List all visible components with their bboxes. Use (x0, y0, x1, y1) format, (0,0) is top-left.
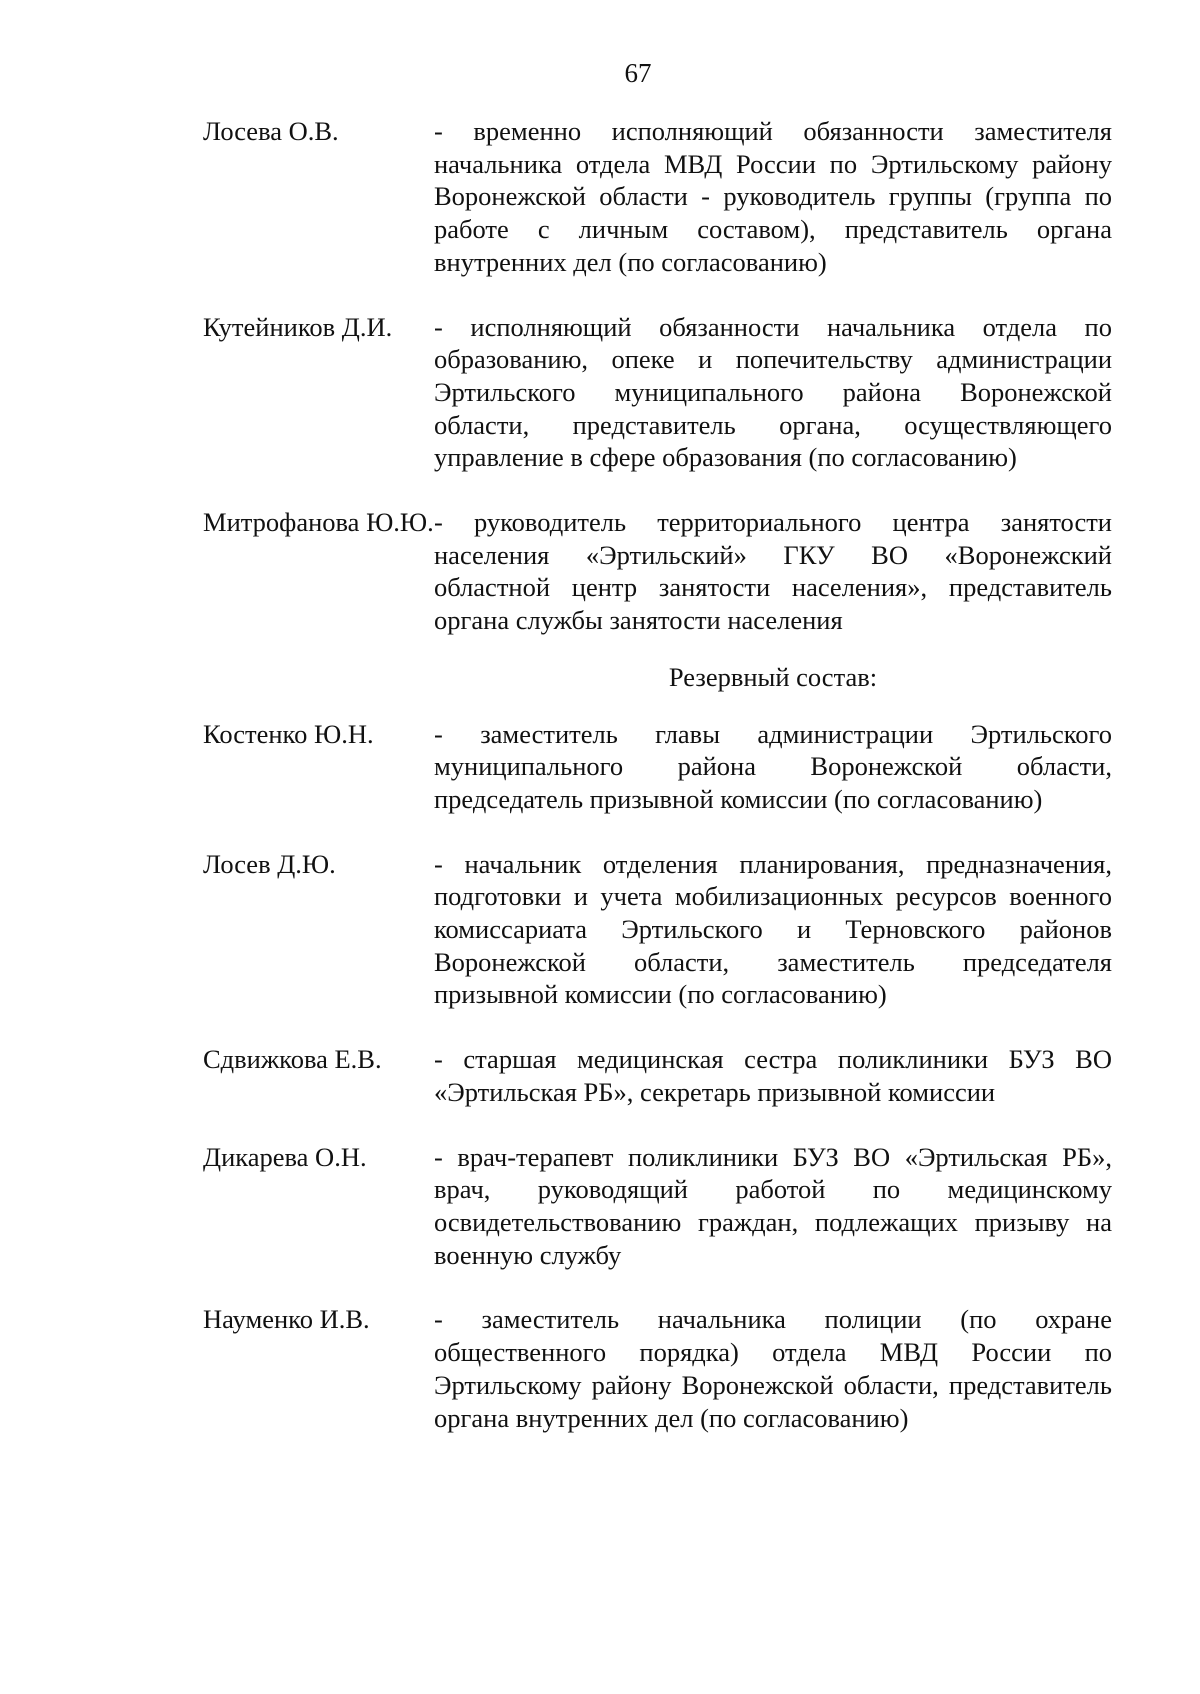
member-name: Кутейников Д.И. (203, 311, 393, 342)
member-role: - временно исполняющий обязанности заместителя начальника отдела МВД России по Эртильскому району Воронежской области - руководитель группы (группа по работе с личным составом), представитель органа внутренних дел (по согласованию) (434, 116, 1112, 277)
reserve-entry-sdvizhkova (203, 1043, 1112, 1108)
member-role: - начальник отделения планирования, предназначения, подготовки и учета мобилизационных ресурсов военного комиссариата Эртильского и Терновского районов Воронежской области, заместитель председателя призывной комиссии (по согласованию) (434, 848, 1112, 1010)
reserve-entry-losev (203, 848, 1112, 1012)
member-role: - заместитель главы администрации Эртильского муниципального района Воронежской области, председатель призывной комиссии (по согласованию) (434, 718, 1112, 814)
member-name: Науменко И.В. (203, 1304, 370, 1335)
commission-list (203, 115, 1112, 1434)
reserve-entry-naumenko (203, 1303, 1112, 1434)
reserve-entry-kostenko (203, 718, 1112, 816)
member-entry-kuteynikov (203, 311, 1112, 475)
member-name: Лосева О.В. (203, 116, 339, 146)
member-entry-loseva (203, 115, 1112, 279)
page-number: 67 (624, 58, 652, 88)
member-entry-mitrofanova (203, 506, 1112, 637)
member-name: Дикарева О.Н. (203, 1141, 367, 1172)
reserve-entry-dikareva (203, 1141, 1112, 1272)
member-name: Костенко Ю.Н. (203, 718, 374, 749)
member-name: Сдвижкова Е.В. (203, 1044, 382, 1075)
member-name: Митрофанова Ю.Ю. (203, 507, 434, 538)
member-role: - старшая медицинская сестра поликлиники БУЗ ВО «Эртильская РБ», секретарь призывной комиссии (434, 1044, 1112, 1107)
member-name: Лосев Д.Ю. (203, 848, 336, 879)
member-role: - врач-терапевт поликлиники БУЗ ВО «Эртильская РБ», врач, руководящий работой по медицинскому освидетельствованию граждан, подлежащих призыву на военную службу (434, 1141, 1112, 1270)
member-role: - руководитель территориального центра занятости населения «Эртильский» ГКУ ВО «Воронежский областной центр занятости населения», представитель органа службы занятости населения (434, 507, 1112, 636)
reserve-section-heading: Резервный состав: (668, 661, 878, 692)
member-role: - заместитель начальника полиции (по охране общественного порядка) отдела МВД России по Эртильскому району Воронежской области, представитель органа внутренних дел (по согласованию) (434, 1304, 1112, 1433)
member-role: - исполняющий обязанности начальника отдела по образованию, опеке и попечительству администрации Эртильского муниципального района Воронежской области, представитель органа, осуществляющего управление в сфере образования (по согласованию) (434, 311, 1112, 473)
